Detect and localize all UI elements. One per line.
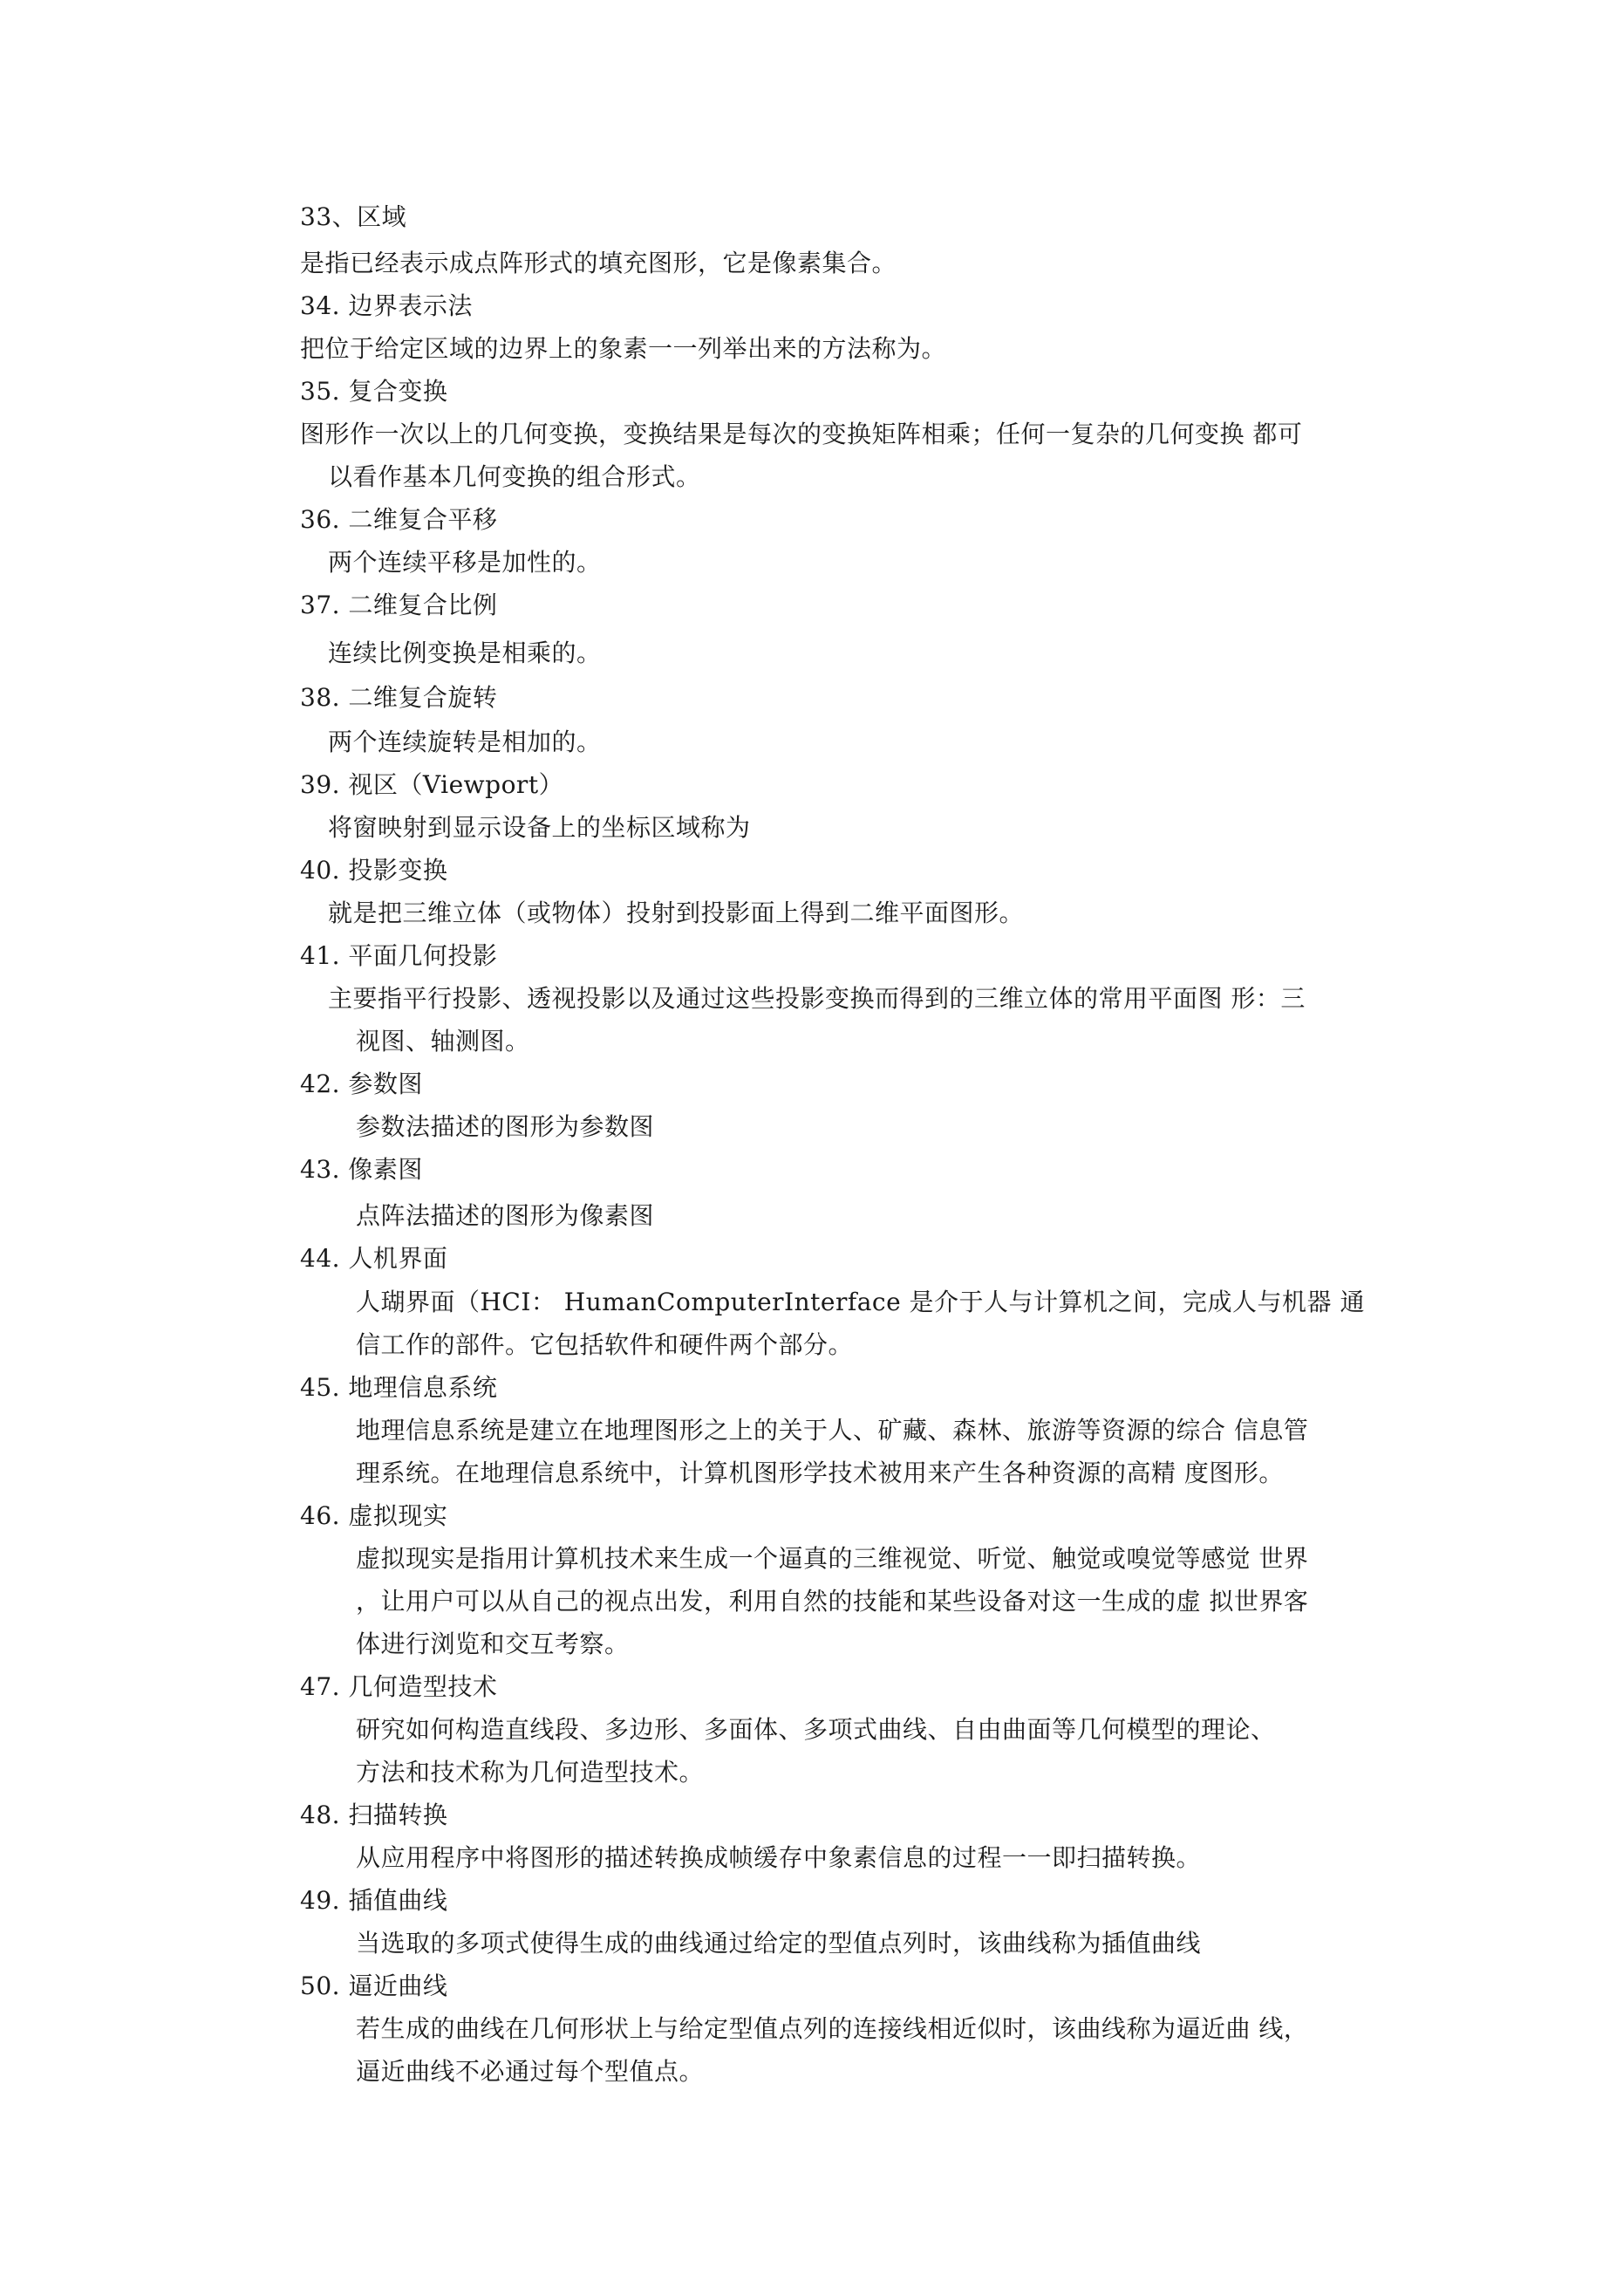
entry-heading: 39. 视区（Viewport） <box>300 770 564 799</box>
entry-body-line: 体进行浏览和交互考察。 <box>356 1630 630 1658</box>
entry-body-line: 以看作基本几何变换的组合形式。 <box>328 462 701 491</box>
entry-body-line: 图形作一次以上的几何变换，变换结果是每次的变换矩阵相乘；任何一复杂的几何变换 都可 <box>300 420 1303 448</box>
entry-body-line: 研究如何构造直线段、多边形、多面体、多项式曲线、自由曲面等几何模型的理论、 <box>356 1715 1276 1744</box>
entry-body-line: 虚拟现实是指用计算机技术来生成一个逼真的三维视觉、听觉、触觉或嗅觉等感觉 世界 <box>356 1544 1309 1573</box>
entry-body-line: 两个连续旋转是相加的。 <box>328 728 602 756</box>
entry-heading: 47. 几何造型技术 <box>300 1672 498 1701</box>
entry-body-line: 两个连续平移是加性的。 <box>328 548 602 577</box>
entry-heading: 45. 地理信息系统 <box>300 1373 498 1402</box>
entry-heading: 41. 平面几何投影 <box>300 941 498 970</box>
entry-body-line: 当选取的多项式使得生成的曲线通过给定的型值点列时，该曲线称为插值曲线 <box>356 1929 1202 1958</box>
entry-body-line: 是指已经表示成点阵形式的填充图形，它是像素集合。 <box>300 249 897 277</box>
entry-heading: 36. 二维复合平移 <box>300 505 498 534</box>
entry-heading: 35. 复合变换 <box>300 377 448 406</box>
entry-heading: 38. 二维复合旋转 <box>300 683 498 712</box>
entry-heading: 42. 参数图 <box>300 1069 423 1098</box>
entry-body-line: 理系统。在地理信息系统中，计算机图形学技术被用来产生各种资源的高精 度图形。 <box>356 1459 1284 1487</box>
entry-heading: 37. 二维复合比例 <box>300 591 498 619</box>
entry-body-line: 连续比例变换是相乘的。 <box>328 639 602 667</box>
entry-heading: 40. 投影变换 <box>300 856 448 885</box>
entry-body-line: 若生成的曲线在几何形状上与给定型值点列的连接线相近似时，该曲线称为逼近曲 线， <box>356 2014 1309 2043</box>
entry-body-line: 点阵法描述的图形为像素图 <box>356 1201 655 1230</box>
entry-body-line: 逼近曲线不必通过每个型值点。 <box>356 2057 705 2086</box>
entry-heading: 48. 扫描转换 <box>300 1801 448 1829</box>
entry-heading: 46. 虚拟现实 <box>300 1501 448 1530</box>
entry-body-line: 就是把三维立体（或物体）投射到投影面上得到二维平面图形。 <box>328 899 1025 927</box>
entry-heading: 50. 逼近曲线 <box>300 1971 448 2000</box>
entry-body-line: 视图、轴测图。 <box>356 1027 530 1056</box>
entry-body-line: 参数法描述的图形为参数图 <box>356 1112 655 1141</box>
entry-heading: 34. 边界表示法 <box>300 291 473 320</box>
entry-body-line: 把位于给定区域的边界上的象素一一列举出来的方法称为。 <box>300 334 947 363</box>
entry-heading: 49. 插值曲线 <box>300 1886 448 1915</box>
entry-body-line: 从应用程序中将图形的描述转换成帧缓存中象素信息的过程一一即扫描转换。 <box>356 1843 1202 1872</box>
entry-body-line: 方法和技术称为几何造型技术。 <box>356 1758 705 1787</box>
entry-body-line: 地理信息系统是建立在地理图形之上的关于人、矿藏、森林、旅游等资源的综合 信息管 <box>356 1416 1309 1445</box>
entry-heading: 44. 人机界面 <box>300 1244 448 1273</box>
entry-heading: 33、区域 <box>300 202 407 231</box>
entry-body-line: 人瑚界面（HCI： HumanComputerInterface 是介于人与计算机之间，完成人与机器 通 <box>356 1288 1365 1316</box>
entry-body-line: ，让用户可以从自己的视点出发，利用自然的技能和某些设备对这一生成的虚 拟世界客 <box>356 1587 1309 1616</box>
entry-body-line: 信工作的部件。它包括软件和硬件两个部分。 <box>356 1330 854 1359</box>
entry-body-line: 将窗映射到显示设备上的坐标区域称为 <box>328 813 751 842</box>
entry-body-line: 主要指平行投影、透视投影以及通过这些投影变换而得到的三维立体的常用平面图 形：三 <box>328 984 1306 1013</box>
entry-heading: 43. 像素图 <box>300 1155 423 1184</box>
